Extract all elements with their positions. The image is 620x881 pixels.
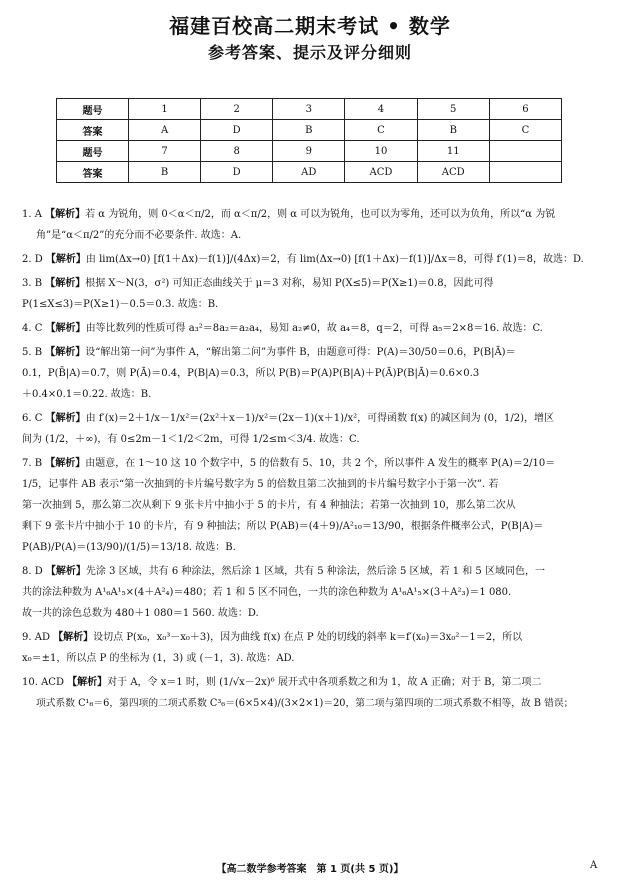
table-cell: 11 bbox=[417, 141, 489, 162]
table-cell: B bbox=[417, 120, 489, 141]
table-cell: ACD bbox=[417, 162, 489, 183]
solutions-body bbox=[22, 204, 598, 717]
analysis-tag: 【解析】 bbox=[45, 323, 86, 334]
solution-5 bbox=[22, 342, 598, 405]
solution-line: 项式系数 C¹₆＝6，第四项的二项式系数 C³₆＝(6×5×4)/(3×2×1)＝20，第二项与第四项的二项式系数不相等，故 B 错误； bbox=[36, 698, 574, 709]
solution-line: 共的涂法种数为 A¹₆A¹₅×(4＋A²₄)＝480；若 1 和 5 区不同色，一共的涂色种数为 A¹₆A¹₅×(3＋A²₃)＝1 080. bbox=[22, 587, 512, 598]
row-label: 答案 bbox=[57, 162, 129, 183]
table-cell: B bbox=[273, 120, 345, 141]
solution-line: x₀＝±1，所以点 P 的坐标为 (1，3) 或 (－1，3). 故选：AD. bbox=[22, 653, 295, 664]
solution-line: 0.1，P(B̄|A)＝0.7，则 P(Ā)＝0.4，P(B|A)＝0.3，所以 P(B)＝P(A)P(B|A)＋P(Ā)P(B|Ā)＝0.6×0.3 bbox=[22, 368, 480, 379]
solution-9 bbox=[22, 627, 598, 669]
page-footer: 【高二数学参考答案 第 1 页(共 5 页)】 bbox=[216, 864, 404, 875]
solution-7 bbox=[22, 453, 598, 558]
table-cell: 6 bbox=[489, 99, 561, 120]
table-cell: D bbox=[201, 162, 273, 183]
table-cell: D bbox=[201, 120, 273, 141]
solution-line: 故一共的涂色总数为 480＋1 080＝1 560. 故选：D. bbox=[22, 608, 259, 619]
answer-table bbox=[56, 98, 562, 183]
table-cell: 9 bbox=[273, 141, 345, 162]
solution-line: P(AB)/P(A)＝(13/90)/(1/5)＝13/18. 故选：B. bbox=[22, 542, 236, 553]
table-cell: 4 bbox=[345, 99, 417, 120]
table-cell: 8 bbox=[201, 141, 273, 162]
solution-line: 6. C 【解析】由 f′(x)＝2＋1/x－1/x²＝(2x²＋x－1)/x²＝(2x－1)(x＋1)/x²，可得函数 f(x) 的减区间为 (0，1/2)，增区 bbox=[22, 413, 555, 424]
table-cell: C bbox=[489, 120, 561, 141]
table-cell: 1 bbox=[129, 99, 201, 120]
analysis-tag: 【解析】 bbox=[53, 632, 94, 643]
table-cell: A bbox=[129, 120, 201, 141]
table-row bbox=[57, 141, 562, 162]
solution-line: 7. B 【解析】由题意，在 1～10 这 10 个数字中，5 的倍数有 5、10，共 2 个，所以事件 A 发生的概率 P(A)＝2/10＝ bbox=[22, 458, 556, 469]
table-cell: 5 bbox=[417, 99, 489, 120]
table-cell: 7 bbox=[129, 141, 201, 162]
table-cell: C bbox=[345, 120, 417, 141]
solution-line: 间为 (1/2，＋∞)，有 0≤2m－1＜1/2＜2m，可得 1/2≤m＜3/4. 故选：C. bbox=[22, 434, 360, 445]
page-title: 福建百校高二期末考试 • 数学 bbox=[169, 14, 451, 38]
solution-line: 1. A 【解析】若 α 为锐角，则 0＜α＜π/2，而 α＜π/2，则 α 可以为锐角，也可以为零角，还可以为负角，所以“α 为锐 bbox=[22, 209, 556, 220]
analysis-tag: 【解析】 bbox=[45, 458, 86, 469]
solution-6 bbox=[22, 408, 598, 450]
table-cell: 10 bbox=[345, 141, 417, 162]
solution-line: 3. B 【解析】根据 X～N(3，σ²) 可知正态曲线关于 μ＝3 对称，易知 P(X≤5)＝P(X≥1)＝0.8，因此可得 bbox=[22, 278, 494, 289]
page-subtitle: 参考答案、提示及评分细则 bbox=[207, 43, 412, 62]
table-row bbox=[57, 162, 562, 183]
analysis-tag: 【解析】 bbox=[45, 566, 86, 577]
solution-line: 5. B 【解析】设“解出第一问”为事件 A，“解出第二问”为事件 B，由题意可得：P(A)＝30/50＝0.6，P(B|Ā)＝ bbox=[22, 347, 516, 358]
solution-line: 剩下 9 张卡片中抽小于 10 的卡片，有 9 种抽法；所以 P(AB)＝(4＋9)/A²₁₀＝13/90，根据条件概率公式，P(B|A)＝ bbox=[22, 521, 544, 532]
table-cell: ACD bbox=[345, 162, 417, 183]
table-row bbox=[57, 120, 562, 141]
analysis-tag: 【解析】 bbox=[45, 254, 86, 265]
solution-line: 角”是“α＜π/2”的充分而不必要条件. 故选：A. bbox=[36, 230, 242, 241]
solution-8 bbox=[22, 561, 598, 624]
solution-1 bbox=[22, 204, 598, 246]
solution-line: 4. C 【解析】由等比数列的性质可得 a₃²＝8a₂＝a₂a₄，易知 a₂≠0，故 a₄＝8，q＝2，可得 a₅＝2×8＝16. 故选：C. bbox=[22, 323, 543, 334]
solution-line: P(1≤X≤3)＝P(X≥1)－0.5＝0.3. 故选：B. bbox=[22, 299, 219, 310]
analysis-tag: 【解析】 bbox=[45, 347, 86, 358]
analysis-tag: 【解析】 bbox=[67, 677, 108, 688]
analysis-tag: 【解析】 bbox=[45, 209, 86, 220]
solution-line: 1/5，记事件 AB 表示“第一次抽到的卡片编号数字为 5 的倍数且第二次抽到的卡片编号数字小于第一次”. 若 bbox=[22, 479, 499, 490]
analysis-tag: 【解析】 bbox=[45, 278, 86, 289]
version-mark: A bbox=[590, 860, 598, 871]
row-label: 题号 bbox=[57, 141, 129, 162]
table-row bbox=[57, 99, 562, 120]
table-cell bbox=[489, 141, 561, 162]
solution-line: 第一次抽到 5，那么第二次从剩下 9 张卡片中抽小于 5 的卡片，有 4 种抽法；若第一次抽到 10，那么第二次从 bbox=[22, 500, 516, 511]
solution-3 bbox=[22, 273, 598, 315]
row-label: 题号 bbox=[57, 99, 129, 120]
solution-line: 2. D 【解析】由 lim(Δx→0) [f(1＋Δx)－f(1)]/(4Δx)＝2，有 lim(Δx→0) [f(1＋Δx)－f(1)]/Δx＝8，可得 f′(1)＝8，故选：D. bbox=[22, 254, 584, 265]
solution-line: ＋0.4×0.1＝0.22. 故选：B. bbox=[22, 389, 152, 400]
table-cell: 3 bbox=[273, 99, 345, 120]
solution-line: 8. D 【解析】先涂 3 区域，共有 6 种涂法，然后涂 1 区域，共有 5 种涂法，然后涂 5 区域，若 1 和 5 区域同色，一 bbox=[22, 566, 545, 577]
solution-2 bbox=[22, 249, 598, 270]
solution-4 bbox=[22, 318, 598, 339]
table-cell: 2 bbox=[201, 99, 273, 120]
table-cell: B bbox=[129, 162, 201, 183]
row-label: 答案 bbox=[57, 120, 129, 141]
analysis-tag: 【解析】 bbox=[45, 413, 86, 424]
table-cell bbox=[489, 162, 561, 183]
table-cell: AD bbox=[273, 162, 345, 183]
solution-line: 9. AD 【解析】设切点 P(x₀，x₀³－x₀＋3)，因为曲线 f(x) 在点 P 处的切线的斜率 k＝f′(x₀)＝3x₀²－1＝2，所以 bbox=[22, 632, 523, 643]
solution-10 bbox=[22, 672, 598, 714]
solution-line: 10. ACD 【解析】对于 A，令 x＝1 时，则 (1/√x－2x)⁶ 展开式中各项系数之和为 1，故 A 正确；对于 B，第二项二 bbox=[22, 677, 542, 688]
